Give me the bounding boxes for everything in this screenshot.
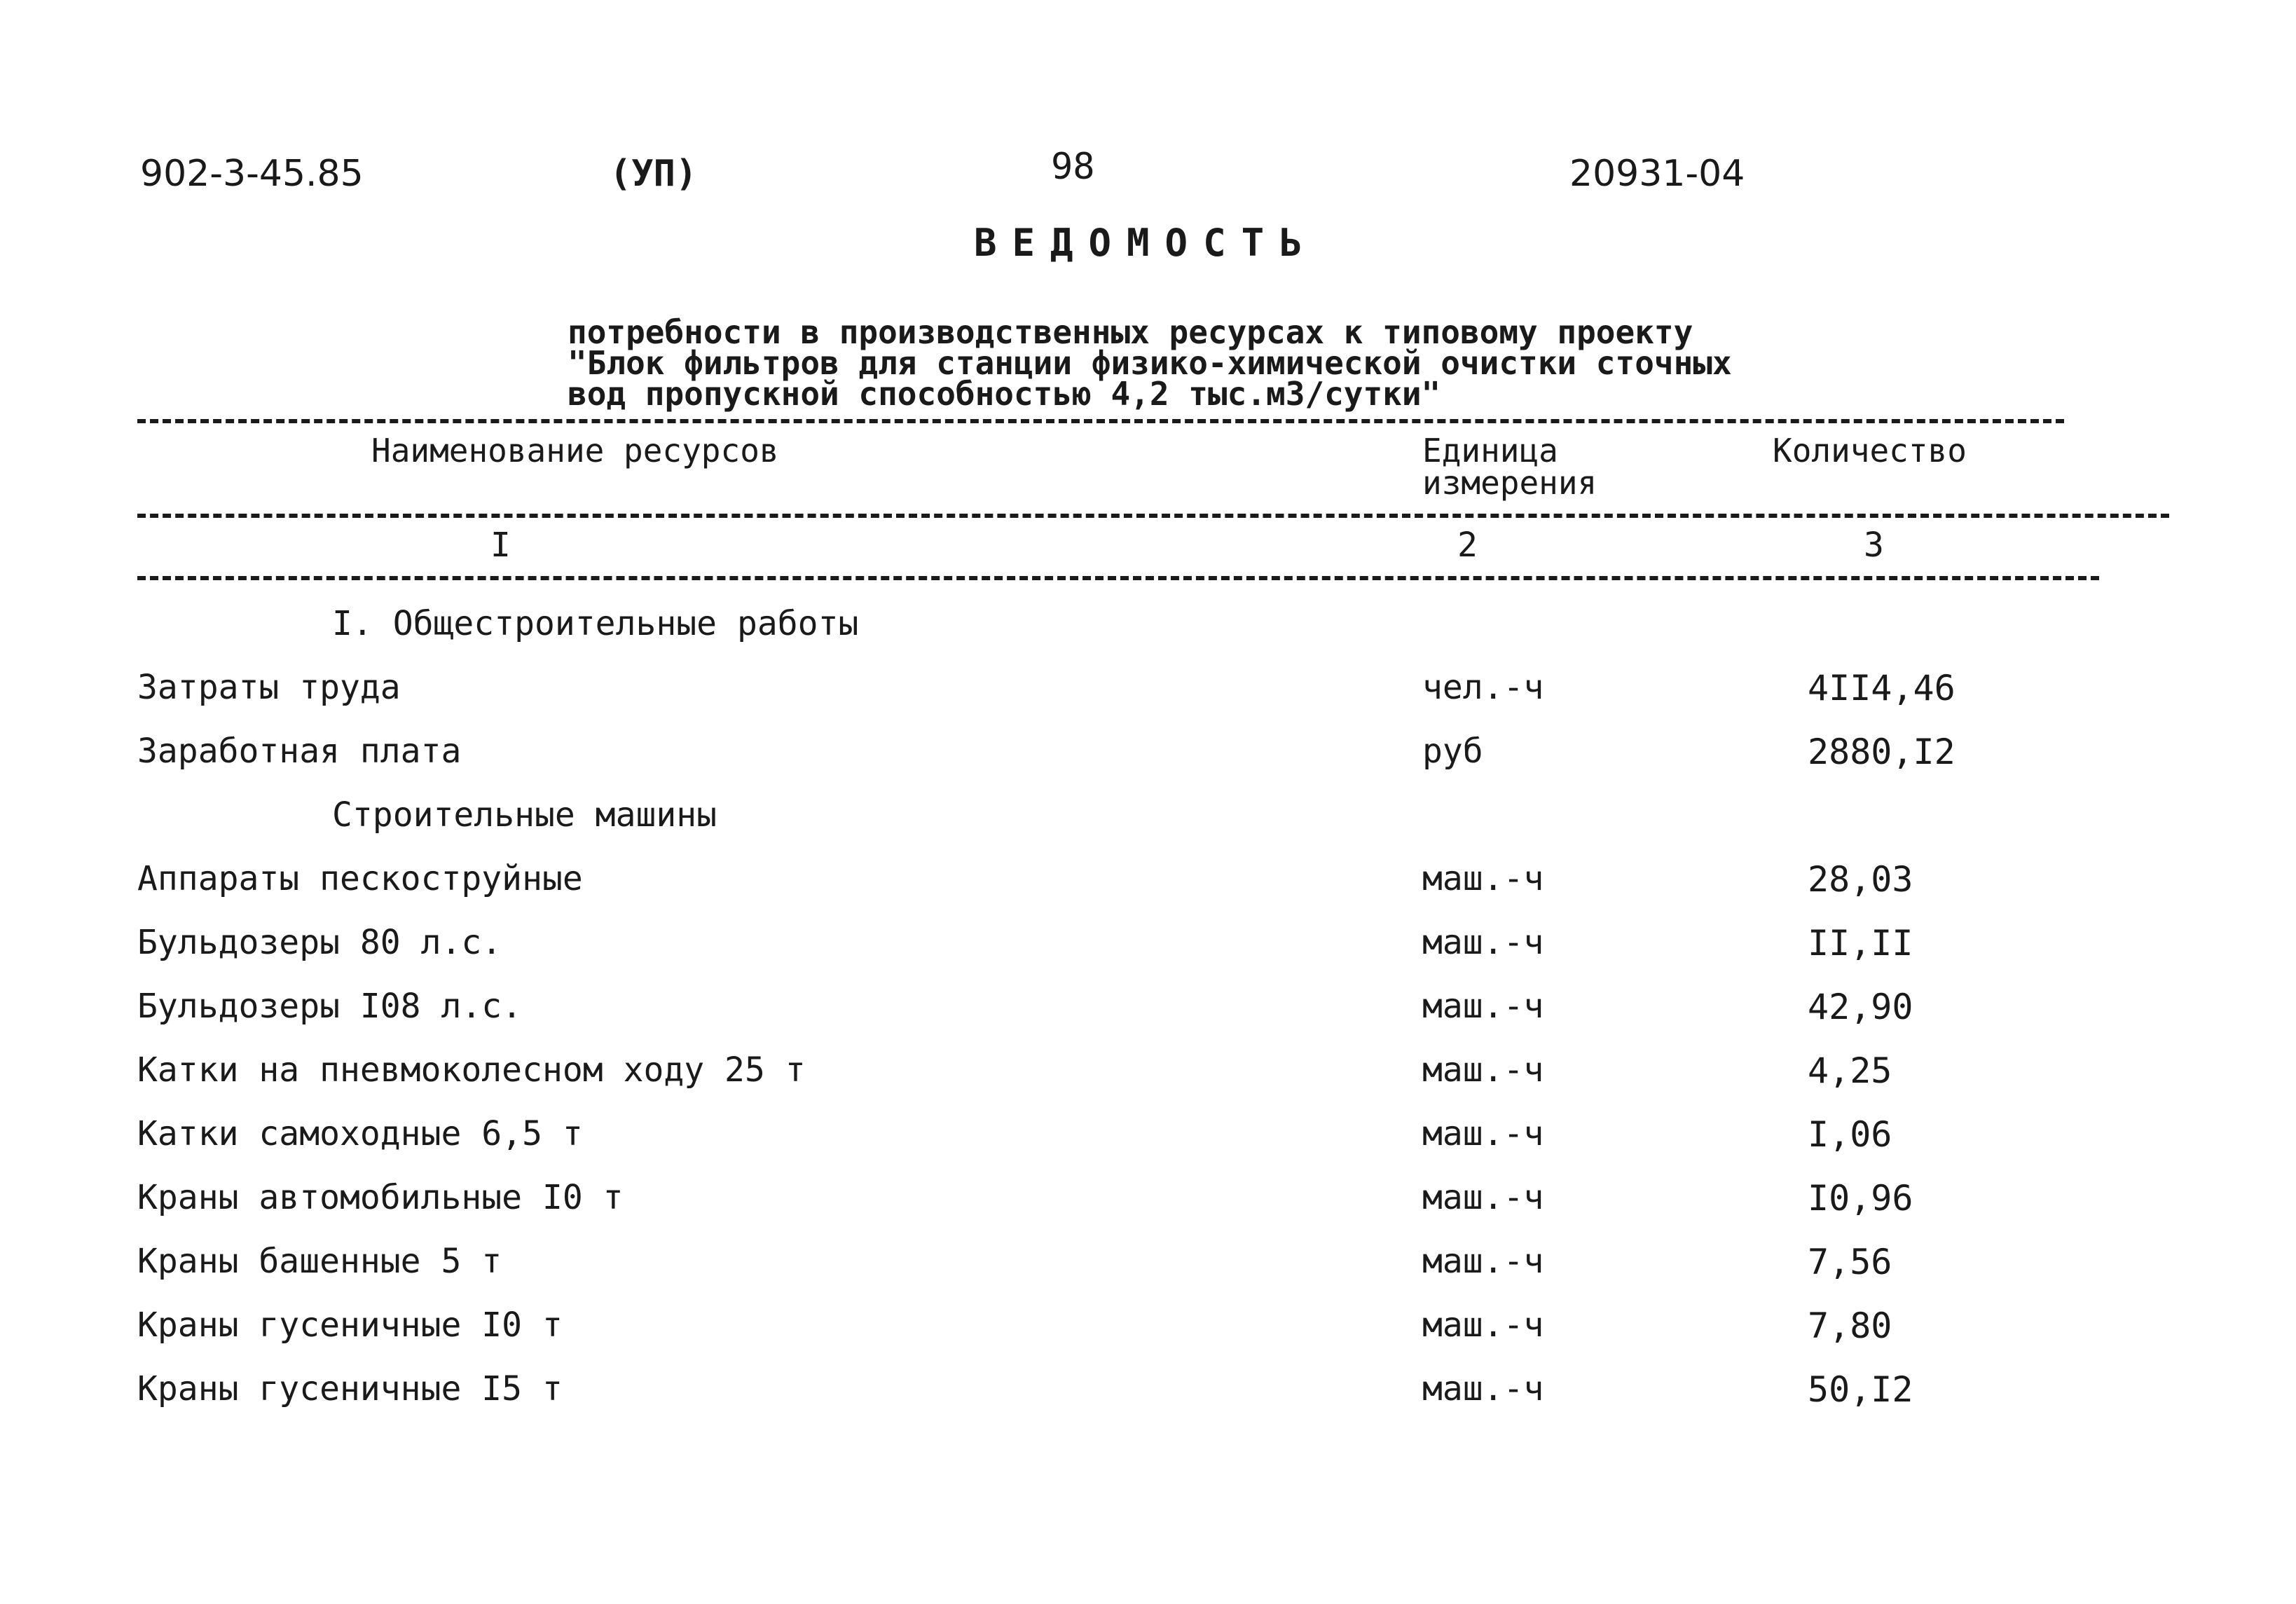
resource-name: Катки на пневмоколесном ходу 25 т <box>137 1050 806 1090</box>
table-row <box>0 1114 2296 1177</box>
document-title: ВЕДОМОСТЬ <box>974 221 1318 265</box>
column-header-name: Наименование ресурсов <box>371 432 779 469</box>
table-row <box>0 859 2296 922</box>
subtitle-line: "Блок фильтров для станции физико-химической очистки сточных <box>568 344 1732 382</box>
resource-name: I. Общестроительные работы <box>332 604 859 643</box>
resource-quantity: 4II4,46 <box>1808 668 1955 708</box>
table-row <box>0 668 2296 731</box>
resource-name: Бульдозеры 80 л.с. <box>137 923 502 962</box>
resource-quantity: II,II <box>1808 923 1913 964</box>
table-row <box>0 1369 2296 1432</box>
resource-unit: руб <box>1422 732 1483 771</box>
resource-quantity: 50,I2 <box>1808 1369 1913 1410</box>
table-row <box>0 795 2296 858</box>
resource-unit: маш.-ч <box>1422 1050 1544 1090</box>
resource-quantity: I0,96 <box>1808 1178 1913 1219</box>
table-row <box>0 1305 2296 1369</box>
table-rule-numbers <box>137 576 2099 580</box>
column-header-unit <box>1422 432 1597 502</box>
subtitle-line: потребности в производственных ресурсах к типовому проекту <box>568 313 1693 351</box>
table-row <box>0 732 2296 795</box>
table-row <box>0 987 2296 1050</box>
resource-name: Затраты труда <box>137 668 401 707</box>
resource-name: Заработная плата <box>137 732 462 771</box>
table-row <box>0 1178 2296 1241</box>
table-row <box>0 604 2296 667</box>
column-header-qty: Количество <box>1773 432 1967 469</box>
table-rule-header <box>137 514 2169 518</box>
resource-unit: маш.-ч <box>1422 1369 1544 1408</box>
resource-quantity: 2880,I2 <box>1808 732 1955 772</box>
inventory-number: 20931-04 <box>1569 153 1745 195</box>
resource-name: Аппараты пескоструйные <box>137 859 583 898</box>
resource-unit: маш.-ч <box>1422 1178 1544 1217</box>
table-row <box>0 1050 2296 1113</box>
resource-name: Краны автомобильные I0 т <box>137 1178 624 1217</box>
resource-unit: маш.-ч <box>1422 987 1544 1026</box>
resource-unit: маш.-ч <box>1422 1305 1544 1345</box>
table-row <box>0 1242 2296 1305</box>
resource-quantity: 7,56 <box>1808 1242 1892 1282</box>
document-subtitle <box>568 286 1732 440</box>
resource-name: Строительные машины <box>332 795 717 835</box>
resource-name: Бульдозеры I08 л.с. <box>137 987 523 1026</box>
column-number-name: I <box>490 526 511 565</box>
column-header-unit-line: измерения <box>1422 464 1597 502</box>
resource-unit: маш.-ч <box>1422 1114 1544 1153</box>
resource-quantity: 7,80 <box>1808 1305 1892 1346</box>
resource-unit: чел.-ч <box>1422 668 1544 707</box>
table-rule-top <box>137 419 2064 423</box>
resource-name: Краны гусеничные I0 т <box>137 1305 563 1345</box>
table-row <box>0 923 2296 986</box>
resource-quantity: 28,03 <box>1808 859 1913 900</box>
document-mark: (УП) <box>610 153 698 195</box>
column-number-qty: 3 <box>1864 526 1884 565</box>
column-header-unit-line: Единица <box>1422 432 1558 469</box>
resource-unit: маш.-ч <box>1422 859 1544 898</box>
resource-unit: маш.-ч <box>1422 923 1544 962</box>
document-code: 902-3-45.85 <box>140 153 364 195</box>
resource-quantity: 42,90 <box>1808 987 1913 1027</box>
resource-quantity: 4,25 <box>1808 1050 1892 1091</box>
resource-unit: маш.-ч <box>1422 1242 1544 1281</box>
resource-name: Краны башенные 5 т <box>137 1242 502 1281</box>
subtitle-line: вод пропускной способностью 4,2 тыс.м3/сутки" <box>568 375 1441 413</box>
column-number-unit: 2 <box>1457 526 1478 565</box>
resource-name: Краны гусеничные I5 т <box>137 1369 563 1408</box>
resource-quantity: I,06 <box>1808 1114 1892 1155</box>
resource-name: Катки самоходные 6,5 т <box>137 1114 583 1153</box>
page-number: 98 <box>1051 146 1095 188</box>
